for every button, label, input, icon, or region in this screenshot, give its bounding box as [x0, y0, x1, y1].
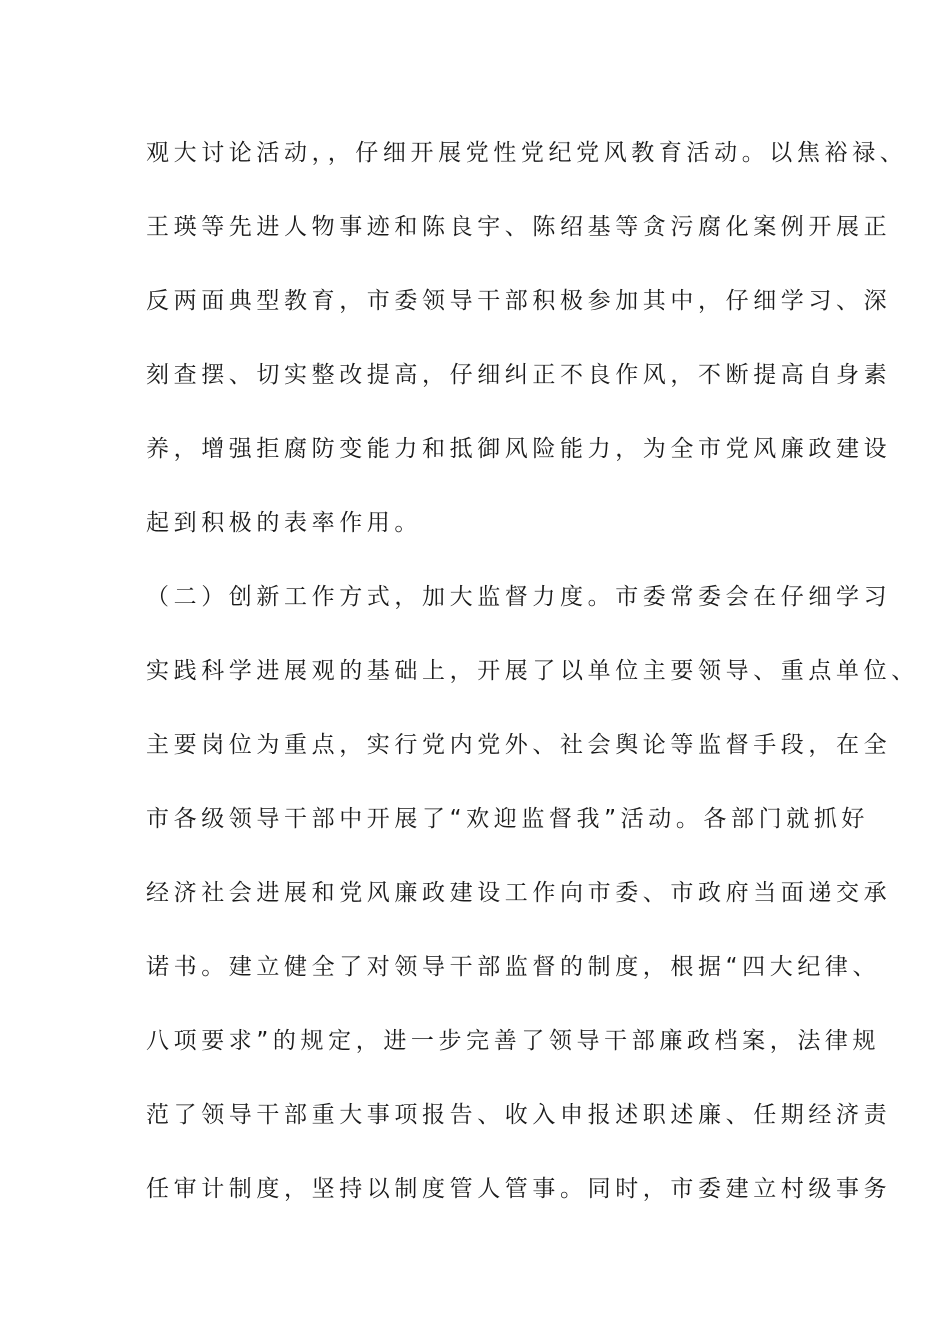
text-line: 实践科学进展观的基础上，开展了以单位主要领导、重点单位、 — [146, 658, 919, 684]
text-line: 养，增强拒腐防变能力和抵御风险能力，为全市党风廉政建设 — [146, 436, 892, 462]
text-line: 经济社会进展和党风廉政建设工作向市委、市政府当面递交承 — [146, 880, 892, 906]
text-line: 诺书。建立健全了对领导干部监督的制度，根据“四大纪律、 — [146, 954, 881, 980]
text-line: 观大讨论活动，，仔细开展党性党纪党风教育活动。以焦裕禄、 — [146, 140, 908, 166]
body-text — [146, 128, 919, 1238]
text-line: 主要岗位为重点，实行党内党外、社会舆论等监督手段，在全 — [146, 732, 892, 758]
text-line: 刻查摆、切实整改提高，仔细纠正不良作风，不断提高自身素 — [146, 362, 892, 388]
text-line: 市各级领导干部中开展了“欢迎监督我”活动。各部门就抓好 — [146, 806, 870, 832]
text-line: 八项要求”的规定，进一步完善了领导干部廉政档案，法律规 — [146, 1028, 881, 1054]
text-line: 反两面典型教育，市委领导干部积极参加其中，仔细学习、深 — [146, 288, 892, 314]
text-line: 起到积极的表率作用。 — [146, 510, 422, 536]
text-line: 范了领导干部重大事项报告、收入申报述职述廉、任期经济责 — [146, 1102, 892, 1128]
text-line: 任审计制度，坚持以制度管人管事。同时，市委建立村级事务 — [146, 1176, 892, 1202]
text-line: 王瑛等先进人物事迹和陈良宇、陈绍基等贪污腐化案例开展正 — [146, 214, 892, 240]
text-line: （二）创新工作方式，加大监督力度。市委常委会在仔细学习 — [146, 584, 892, 610]
